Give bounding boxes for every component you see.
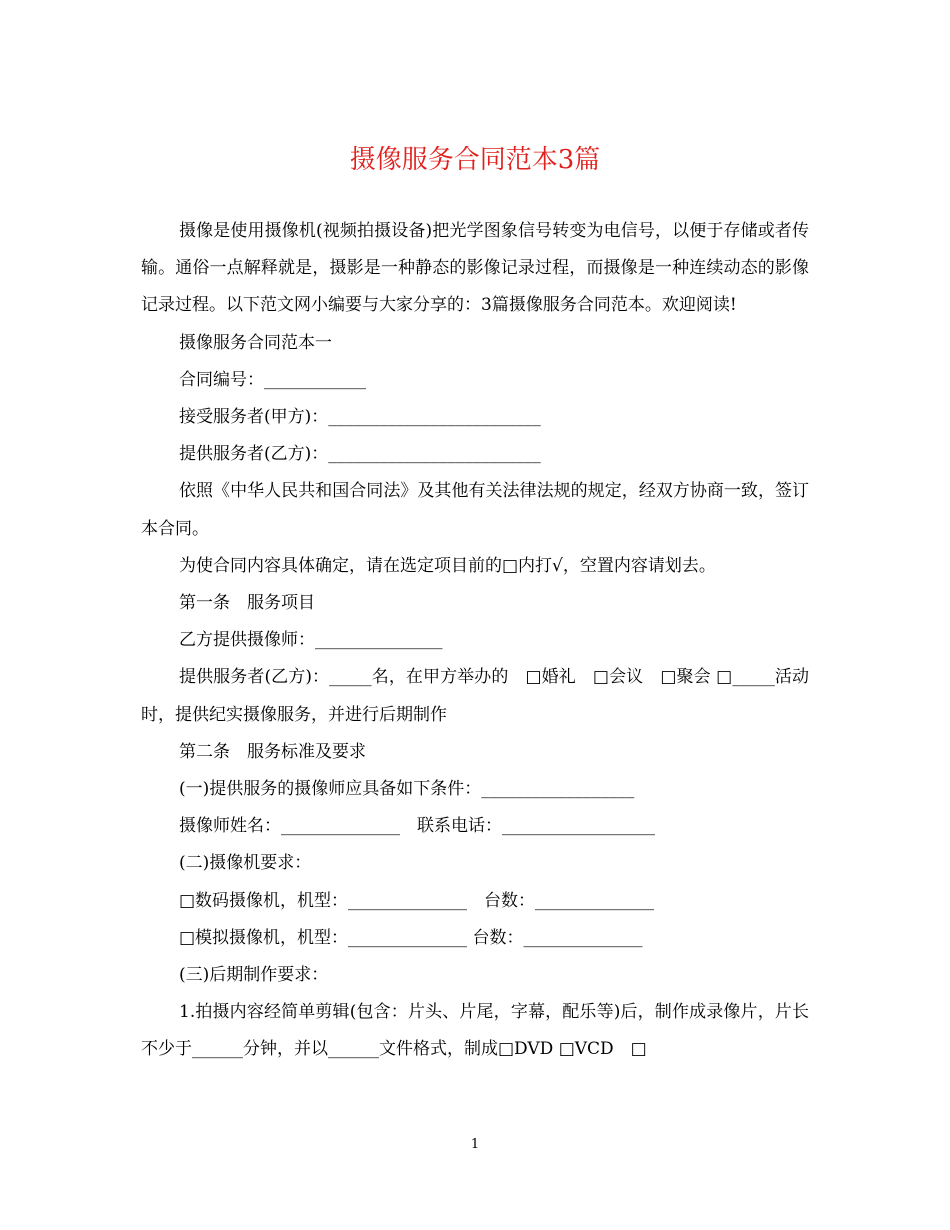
videographer-contact-line: 摄像师姓名：______________ 联系电话：__________________	[179, 816, 655, 837]
page-number: 1	[470, 1137, 480, 1152]
videographer-conditions-line: (一)提供服务的摄像师应具备如下条件：__________________	[179, 779, 635, 800]
intro-paragraph: 摄像是使用摄像机(视频拍摄设备)把光学图象信号转变为电信号，以便于存储或者传输。通俗一点解释就是，摄影是一种静态的影像记录过程，而摄像是一种连续动态的影像记录过程。以下范文网小编要与大家分享的：3篇摄像服务合同范本。欢迎阅读!	[141, 221, 809, 316]
service-scope-paragraph: 提供服务者(乙方)：_____名，在甲方举办的 □婚礼 □会议 □聚会 □_____活动时，提供纪实摄像服务，并进行后期制作	[141, 667, 809, 725]
document-body	[141, 213, 809, 1069]
contract-number-line: 合同编号：____________	[179, 369, 366, 390]
article-one-heading: 第一条 服务项目	[179, 593, 315, 614]
legal-basis-paragraph: 依照《中华人民共和国合同法》及其他有关法律法规的规定，经双方协商一致，签订本合同。	[141, 481, 809, 539]
article-two-heading: 第二条 服务标准及要求	[179, 741, 366, 762]
editing-requirements-paragraph: 1.拍摄内容经简单剪辑(包含：片头、片尾，字幕，配乐等)后，制作成录像片，片长不少于______分钟，并以______文件格式，制成□DVD □VCD □	[141, 1002, 809, 1060]
videographer-line: 乙方提供摄像师：_______________	[179, 630, 443, 651]
post-production-heading: (三)后期制作要求：	[179, 965, 329, 986]
party-b-line: 提供服务者(乙方)：_________________________	[179, 444, 541, 465]
analog-camera-line: □模拟摄像机，机型：______________ 台数：______________	[179, 927, 643, 948]
party-a-line: 接受服务者(甲方)：_________________________	[179, 407, 541, 428]
instruction-paragraph: 为使合同内容具体确定，请在选定项目前的□内打√，空置内容请划去。	[179, 555, 716, 576]
contract-heading: 摄像服务合同范本一	[179, 332, 332, 353]
camera-requirements-heading: (二)摄像机要求：	[179, 853, 312, 874]
document-title: 摄像服务合同范本3篇	[349, 145, 601, 175]
digital-camera-line: □数码摄像机，机型：______________ 台数：______________	[179, 890, 655, 911]
